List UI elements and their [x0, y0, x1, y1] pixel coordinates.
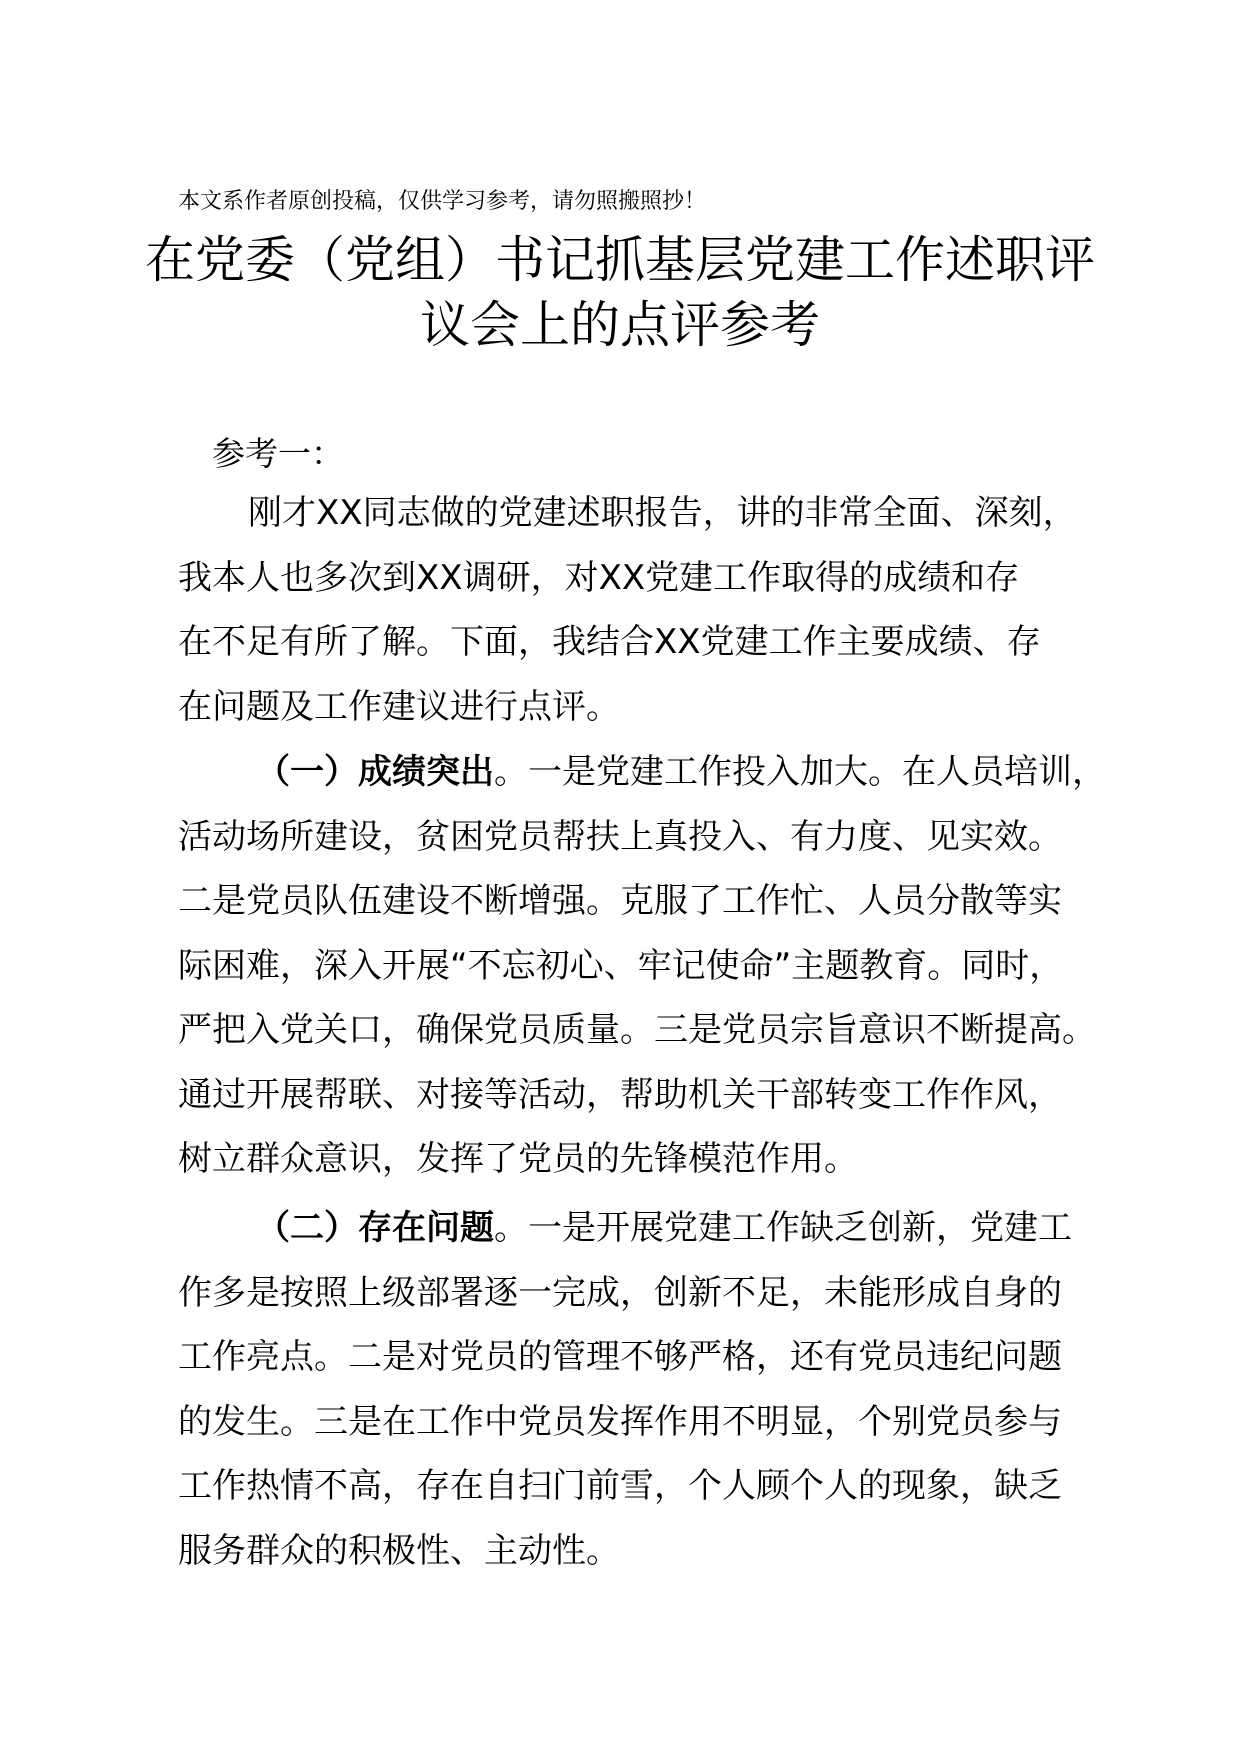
paragraph-intro	[178, 481, 1108, 739]
paragraph-text: 。一是党建工作投入加大。在人员培训，	[494, 752, 1106, 792]
paragraph-line: 服务群众的积极性、主动性。	[178, 1530, 620, 1571]
paragraph-achievements	[178, 740, 1108, 1192]
paragraph-line: 通过开展帮联、对接等活动，帮助机关干部转变工作作风，	[178, 1074, 1062, 1115]
paragraph-line: 在问题及工作建议进行点评。	[178, 686, 620, 727]
paragraph-line: 严把入党关口，确保党员质量。三是党员宗旨意识不断提高。	[178, 1010, 1096, 1050]
paragraph-line: 我本人也多次到XX调研，对XX党建工作取得的成绩和存	[178, 557, 1020, 598]
document-title-line-1: 在党委（党组）书记抓基层党建工作述职评	[145, 231, 1095, 289]
subheading-problems: （二）存在问题	[256, 1208, 494, 1248]
paragraph-line: 树立群众意识，发挥了党员的先锋模范作用。	[178, 1139, 858, 1179]
paragraph-line: 作多是按照上级部署逐一完成，创新不足，未能形成自身的	[178, 1272, 1062, 1313]
paragraph-line: 活动场所建设，贫困党员帮扶上真投入、有力度、见实效。	[178, 816, 1062, 857]
paragraph-line	[178, 740, 1108, 805]
document-title-line-2: 议会上的点评参考	[420, 296, 820, 354]
paragraph-line	[178, 1196, 1108, 1261]
paragraph-line: 工作亮点。二是对党员的管理不够严格，还有党员违纪问题	[178, 1337, 1062, 1377]
paragraph-line: 的发生。三是在工作中党员发挥作用不明显，个别党员参与	[178, 1401, 1062, 1442]
copyright-note: 本文系作者原创投稿，仅供学习参考，请勿照搬照抄！	[178, 189, 707, 214]
paragraph-line: 刚才XX同志做的党建述职报告，讲的非常全面、深刻，	[248, 493, 1077, 533]
section-heading: 参考一：	[212, 434, 344, 473]
paragraph-line: 二是党员队伍建设不断增强。克服了工作忙、人员分散等实	[178, 881, 1062, 921]
subheading-achievements: （一）成绩突出	[256, 752, 494, 792]
paragraph-line: 工作热情不高，存在自扫门前雪，个人顾个人的现象，缺乏	[178, 1466, 1062, 1506]
paragraph-line: 际困难，深入开展“不忘初心、牢记使命”主题教育。同时，	[178, 945, 1064, 986]
paragraph-line: 在不足有所了解。下面，我结合XX党建工作主要成绩、存	[178, 622, 1041, 662]
paragraph-problems	[178, 1196, 1108, 1583]
paragraph-text: 。一是开展党建工作缺乏创新，党建工	[494, 1208, 1072, 1248]
